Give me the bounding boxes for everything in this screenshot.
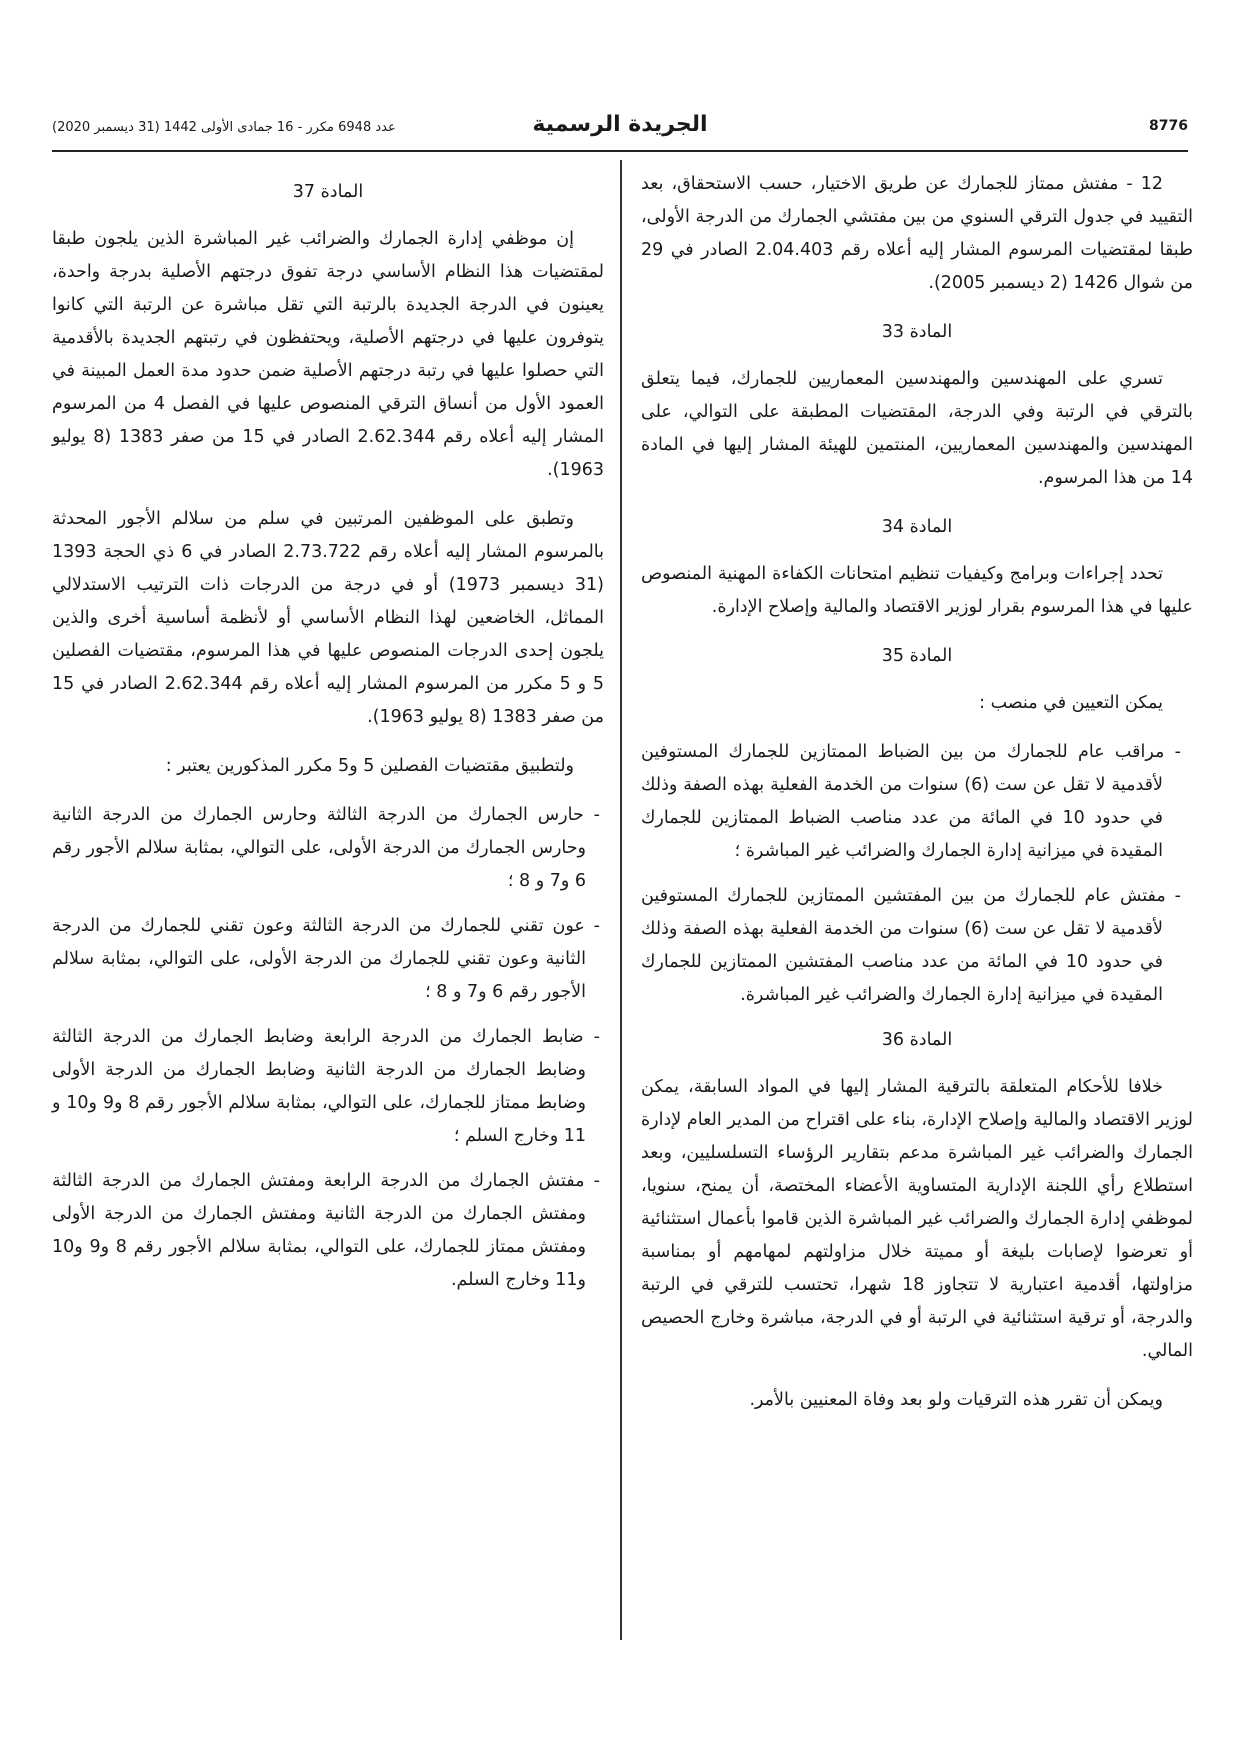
- page-number: 8776: [1149, 118, 1188, 134]
- page-header: [52, 112, 1188, 148]
- article-35-title: المادة 35: [881, 646, 953, 666]
- article-36-text: خلافا للأحكام المتعلقة بالترقية المشار إليها في المواد السابقة، يمكن لوزير الاقتصاد والمالية وإصلاح الإدارة، بناء على اقتراح من المدير العام لإدارة الجمارك والضرائب غير المباشرة مدعم بتقارير الرؤساء التسلسليين، وبعد استطلاع رأي اللجنة الإدارية المتساوية الأعضاء المختصة، أن يمنح، سنويا، لموظفي إدارة الجمارك والضرائب غير المباشرة الذين قاموا بأعمال استثنائية أو تعرضوا لإصابات بليغة أو مميتة خلال مزاولتهم لمهامهم أو بمناسبة مزاولتها، أقدمية اعتبارية لا تتجاوز 18 شهرا، تحتسب للترقي في الرتبة والدرجة، أو ترقية استثنائية في الرتبة أو في الدرجة، مباشرة وخارج الحصيص المالي.: [641, 1077, 1193, 1361]
- right-column: [641, 168, 1193, 1433]
- article-35-item-2: - مفتش عام للجمارك من بين المفتشين الممتازين للجمارك المستوفين لأقدمية لا تقل عن ست (6) سنوات من الخدمة الفعلية بهذه الصفة وذلك في حدود 10 في المائة من عدد مناصب المفتشين الممتازين للجمارك المقيدة في ميزانية إدارة الجمارك والضرائب غير المباشرة.: [641, 886, 1181, 1005]
- paragraph-item-12: 12 - مفتش ممتاز للجمارك عن طريق الاختيار، حسب الاستحقاق، بعد التقييد في جدول الترقي السنوي من بين مفتشي الجمارك من الدرجة الأولى، طبقا لمقتضيات المرسوم المشار إليه أعلاه رقم 2.04.403 الصادر في 29 من شوال 1426 (2 ديسمبر 2005).: [641, 174, 1193, 293]
- issue-info: عدد 6948 مكرر - 16 جمادى الأولى 1442 (31 ديسمبر 2020): [52, 120, 396, 135]
- header-divider: [52, 150, 1188, 152]
- left-column: [52, 168, 604, 1309]
- article-33-title: المادة 33: [881, 322, 953, 342]
- article-37-item-3: - ضابط الجمارك من الدرجة الرابعة وضابط الجمارك من الدرجة الثالثة وضابط الجمارك من الدرجة الثانية وضابط الجمارك من الدرجة الأولى وضابط ممتاز للجمارك، على التوالي، بمثابة سلالم الأجور رقم 8 و9 و10 و 11 وخارج السلم ؛: [52, 1027, 600, 1146]
- article-35-intro: يمكن التعيين في منصب :: [979, 693, 1163, 713]
- article-36-title: المادة 36: [881, 1030, 953, 1050]
- article-33-text: تسري على المهندسين والمهندسين المعماريين للجمارك، فيما يتعلق بالترقي في الرتبة وفي الدرجة، المقتضيات المطبقة على التوالي، على المهندسين والمهندسين المعماريين، المنتمين للهيئة المشار إليها في المادة 14 من هذا المرسوم.: [641, 369, 1193, 488]
- article-37-title: المادة 37: [292, 182, 364, 202]
- article-34-title: المادة 34: [881, 517, 953, 537]
- gazette-title: الجريدة الرسمية: [532, 112, 708, 137]
- article-37-paragraph-3: ولتطبيق مقتضيات الفصلين 5 و5 مكرر المذكورين يعتبر :: [165, 756, 574, 776]
- article-37-paragraph-1: إن موظفي إدارة الجمارك والضرائب غير المباشرة الذين يلجون طبقا لمقتضيات هذا النظام الأساسي درجة تفوق درجتهم الأصلية بدرجة واحدة، يعينون في الدرجة الجديدة بالرتبة التي تقل مباشرة عن الرتبة التي كانوا يتوفرون عليها في درجتهم الأصلية، ويحتفظون في رتبتهم الجديدة بالأقدمية التي حصلوا عليها في رتبة درجتهم الأصلية ضمن حدود مدة العمل المبينة في العمود الأول من أنساق الترقي المنصوص عليها في الفصل 4 من المرسوم المشار إليه أعلاه رقم 2.62.344 الصادر في 15 من صفر 1383 (8 يوليو 1963).: [52, 229, 605, 480]
- article-37-item-2: - عون تقني للجمارك من الدرجة الثالثة وعون تقني للجمارك من الدرجة الثانية وعون تقني للجمارك من الدرجة الأولى، على التوالي، بمثابة سلالم الأجور رقم 6 و7 و 8 ؛: [52, 916, 600, 1002]
- article-37-paragraph-2: وتطبق على الموظفين المرتبين في سلم من سلالم الأجور المحدثة بالمرسوم المشار إليه أعلاه رقم 2.73.722 الصادر في 6 ذي الحجة 1393 (31 ديسمبر 1973) أو في درجة من الدرجات ذات الترتيب الاستدلالي المماثل، الخاضعين لهذا النظام الأساسي أو لأنظمة أساسية أخرى والذين يلجون إحدى الدرجات المنصوص عليها في هذا المرسوم، مقتضيات الفصلين 5 و 5 مكرر من المرسوم المشار إليه أعلاه رقم 2.62.344 الصادر في 15 من صفر 1383 (8 يوليو 1963).: [52, 509, 604, 727]
- article-36-text-2: ويمكن أن تقرر هذه الترقيات ولو بعد وفاة المعنيين بالأمر.: [749, 1390, 1163, 1410]
- article-37-item-4: - مفتش الجمارك من الدرجة الرابعة ومفتش الجمارك من الدرجة الثالثة ومفتش الجمارك من الدرجة الثانية ومفتش الجمارك من الدرجة الأولى ومفتش ممتاز للجمارك، على التوالي، بمثابة سلالم الأجور رقم 8 و9 و10 و11 وخارج السلم.: [52, 1171, 600, 1290]
- article-37-item-1: - حارس الجمارك من الدرجة الثالثة وحارس الجمارك من الدرجة الثانية وحارس الجمارك من الدرجة الأولى، على التوالي، بمثابة سلالم الأجور رقم 6 و7 و 8 ؛: [52, 805, 600, 891]
- column-divider: [620, 160, 622, 1640]
- article-35-item-1: - مراقب عام للجمارك من بين الضباط الممتازين للجمارك المستوفين لأقدمية لا تقل عن ست (6) سنوات من الخدمة الفعلية بهذه الصفة وذلك في حدود 10 في المائة من عدد مناصب الضباط الممتازين للجمارك المقيدة في ميزانية إدارة الجمارك والضرائب غير المباشرة ؛: [641, 742, 1181, 861]
- article-34-text: تحدد إجراءات وبرامج وكيفيات تنظيم امتحانات الكفاءة المهنية المنصوص عليها في هذا المرسوم بقرار لوزير الاقتصاد والمالية وإصلاح الإدارة.: [641, 564, 1193, 617]
